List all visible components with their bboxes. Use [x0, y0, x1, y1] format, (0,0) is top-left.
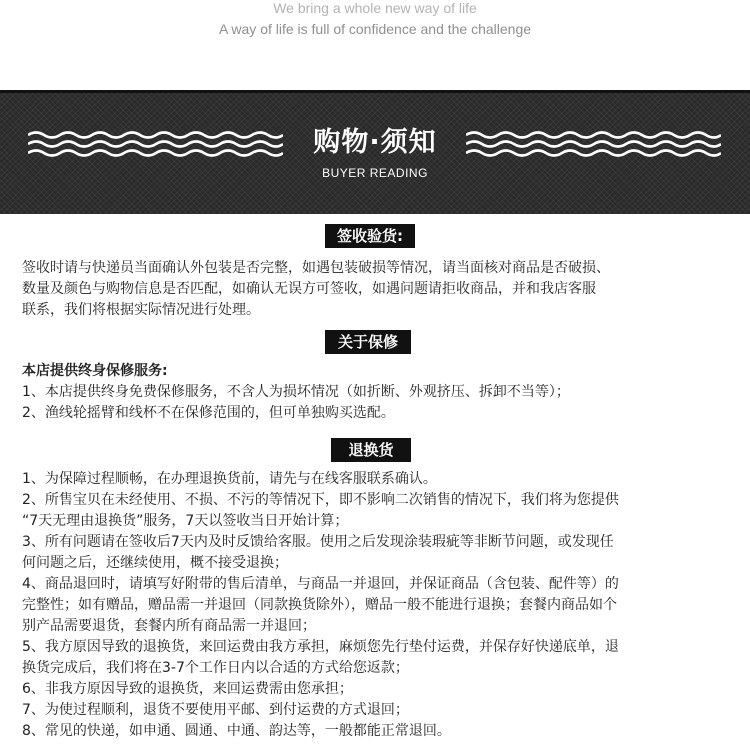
- warranty-line: 2、渔线轮摇臂和线杯不在保修范围的，但可单独购买选配。: [22, 405, 395, 421]
- returns-line: 1、为保障过程顺畅，在办理退换货前，请先与在线客服联系确认。: [22, 471, 437, 487]
- returns-line: “7天无理由退换货”服务，7天以签收当日开始计算；: [22, 513, 349, 529]
- receipt-line: 签收时请与快递员当面确认外包装是否完整，如遇包装破损等情况，请当面核对商品是否破损、: [22, 260, 610, 276]
- returns-line: 5、我方原因导致的退换货，来回运费由我方承担，麻烦您先行垫付运费，并保存好快递底单，退: [22, 639, 619, 655]
- section-title-receipt: 签收验货:: [325, 224, 415, 248]
- slogan-line-2: A way of life is full of confidence and the challenge: [218, 21, 532, 37]
- section-title-warranty: 关于保修: [325, 330, 411, 354]
- receipt-paragraph: [22, 258, 732, 321]
- returns-line: 6、非我方原因导致的退换货，来回运费需由您承担；: [22, 681, 353, 697]
- returns-line: 2、所售宝贝在未经使用、不损、不污的等情况下，即不影响二次销售的情况下，我们将为您提供: [22, 492, 619, 508]
- returns-line: 4、商品退回时，请填写好附带的售后清单，与商品一并退回，并保证商品（含包装、配件等）的: [22, 576, 619, 592]
- returns-line: 7、为使过程顺利，退货不要使用平邮、到付运费的方式退回；: [22, 702, 409, 718]
- slogan-line-1: We bring a whole new way of life: [273, 0, 477, 16]
- returns-line: 何问题之后，还继续使用，概不接受退换；: [22, 555, 288, 571]
- warranty-intro: 本店提供终身保修服务:: [22, 363, 168, 379]
- banner-top-rule: [0, 90, 750, 93]
- returns-line: 完整性；如有赠品，赠品需一并退回（同款换货除外），赠品一般不能进行退换；套餐内商品如个: [22, 597, 617, 613]
- wave-decoration-right-icon: [466, 130, 721, 164]
- returns-paragraph: [22, 469, 732, 742]
- wave-decoration-left-icon: [28, 130, 283, 164]
- returns-line: 别产品需要退货，套餐内所有商品需一并退回；: [22, 618, 316, 634]
- returns-line: 3、所有问题请在签收后7天内及时反馈给客服。使用之后发现涂装瑕疵等非断节问题，或发现任: [22, 534, 614, 550]
- slogan-header: [0, 0, 750, 90]
- banner-title: 购物·须知: [313, 127, 437, 158]
- warranty-line: 1、本店提供终身免费保修服务，不含人为损坏情况（如折断、外观挤压、拆卸不当等）；: [22, 384, 570, 400]
- receipt-line: 联系，我们将根据实际情况进行处理。: [22, 302, 260, 318]
- returns-line: 8、常见的快递，如申通、圆通、中通、韵达等，一般都能正常退回。: [22, 723, 451, 739]
- banner-subtitle: BUYER READING: [322, 166, 428, 180]
- returns-line: 换货完成后，我们将在3-7个工作日内以合适的方式给您返款；: [22, 660, 409, 676]
- receipt-line: 数量及颜色与购物信息是否匹配，如确认无误方可签收，如遇问题请拒收商品，并和我店客服: [22, 281, 596, 297]
- warranty-paragraph: [22, 361, 732, 424]
- buyer-reading-banner: [0, 90, 750, 214]
- section-title-returns: 退换货: [331, 438, 411, 462]
